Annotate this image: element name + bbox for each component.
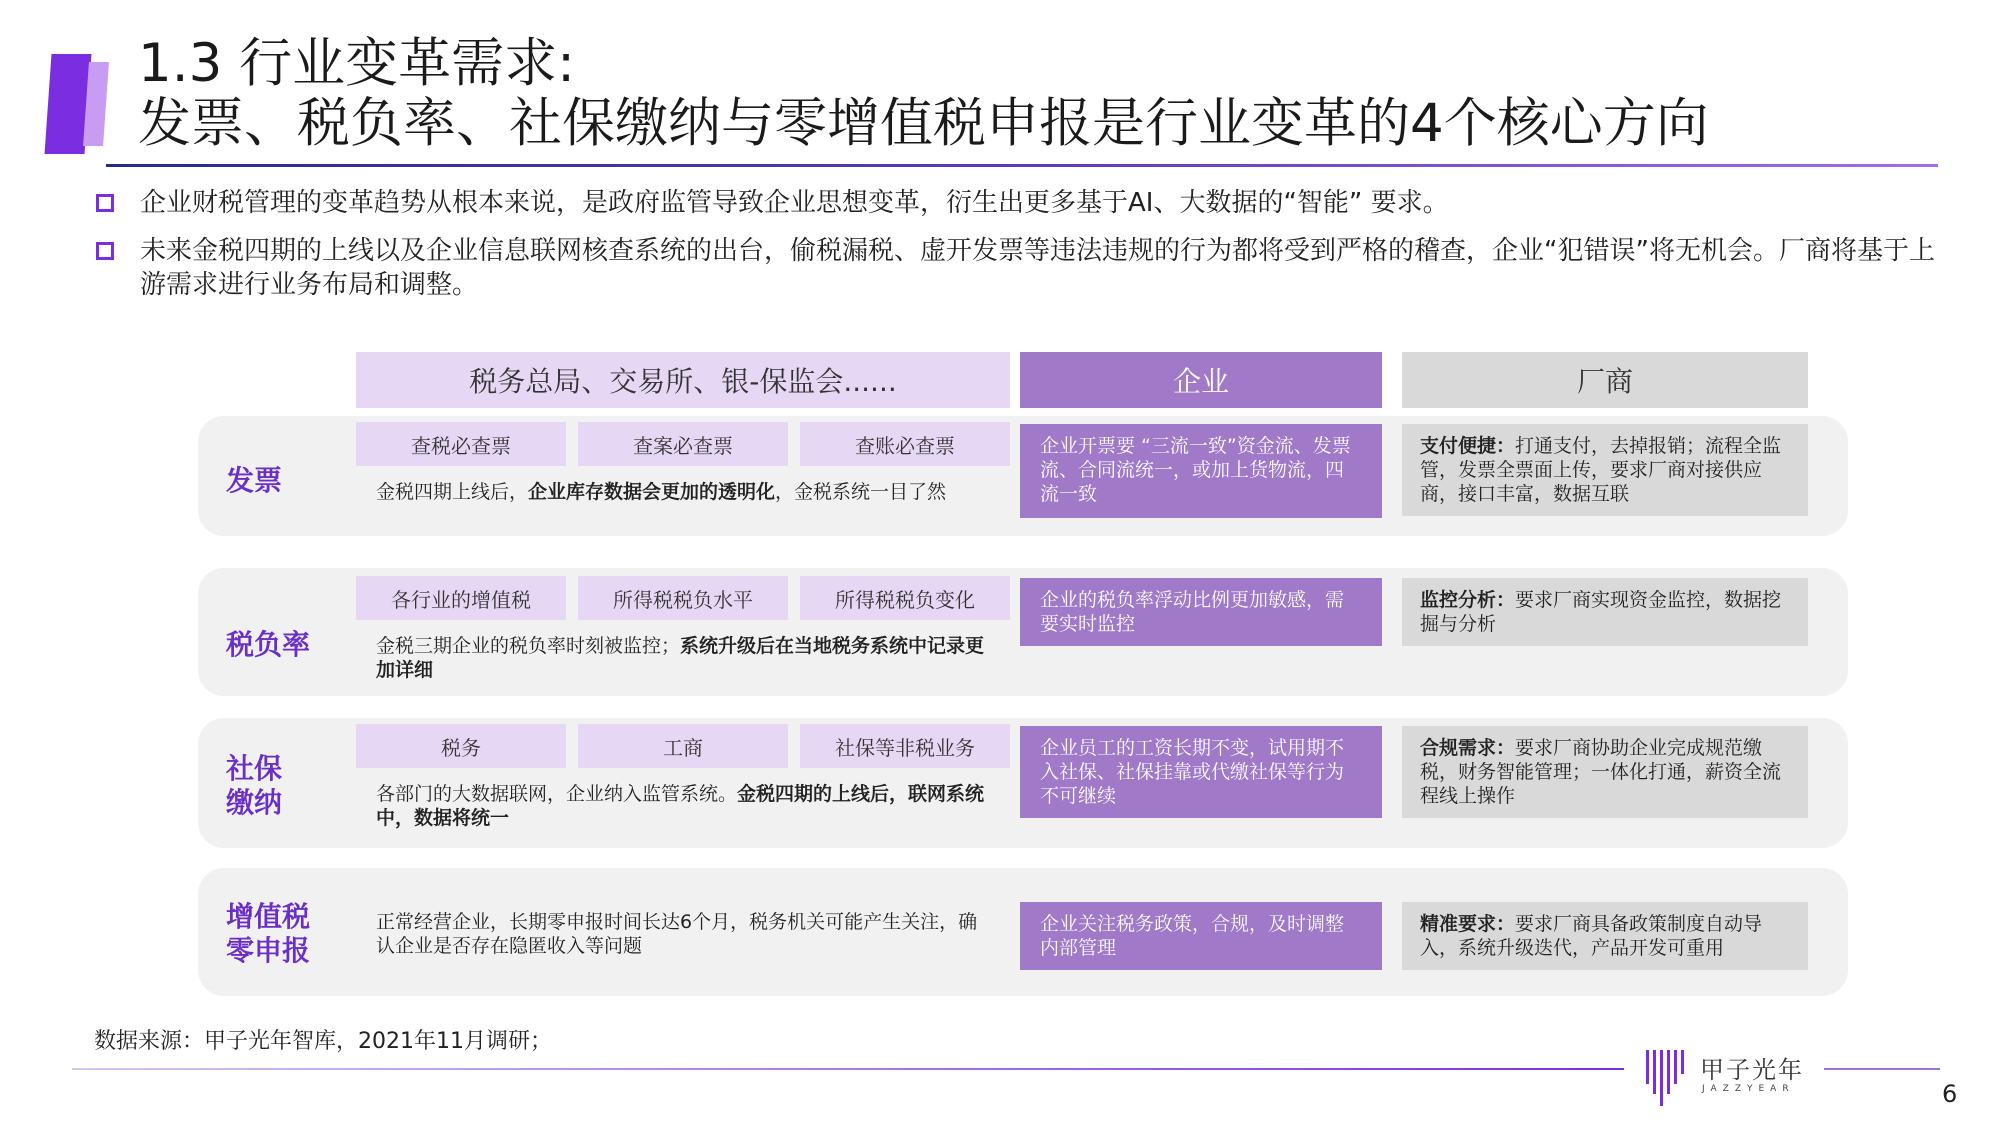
vendor-box	[1402, 726, 1808, 818]
data-source: 数据来源：甲子光年智库，2021年11月调研；	[94, 1029, 552, 1054]
vendor-label: 合规需求：	[1420, 737, 1516, 759]
square-bullet-icon	[96, 242, 114, 260]
gov-text-normal: ，金税系统一目了然	[775, 481, 947, 503]
logo-name: 甲子光年	[1700, 1056, 1804, 1084]
footer-divider	[72, 1068, 1624, 1070]
gov-description	[376, 782, 996, 830]
gov-text-bold: 系统升级后在当地税务系统中记录更加详细	[376, 635, 985, 681]
row-label-line: 增值税	[226, 900, 311, 933]
vendor-text: 要求厂商协助企业完成规范缴税，财务智能管理；一体化打通，薪资全流程线上操作	[1420, 737, 1782, 807]
logo-bars-icon	[1644, 1044, 1688, 1106]
page-title-line2: 发票、税负率、社保缴纳与零增值税申报是行业变革的4个核心方向	[138, 93, 1709, 154]
tag: 查账必查票	[800, 422, 1010, 466]
gov-description	[376, 480, 996, 504]
tag: 查案必查票	[578, 422, 788, 466]
vendor-box	[1402, 578, 1808, 646]
gov-text-normal: 金税三期企业的税负率时刻被监控；	[376, 635, 681, 657]
row-label-social-security	[226, 752, 282, 820]
tag: 各行业的增值税	[356, 576, 566, 620]
row-label-line: 零申报	[226, 934, 311, 967]
tag: 查税必查票	[356, 422, 566, 466]
footer-logo	[1644, 1040, 1816, 1110]
bullet-item	[96, 234, 1956, 302]
row-label-invoice: 发票	[226, 464, 283, 497]
bullet-text: 企业财税管理的变革趋势从根本来说，是政府监管导致企业思想变革，衍生出更多基于AI、大数据的“智能” 要求。	[140, 188, 1449, 218]
header-government: 税务总局、交易所、银-保监会......	[356, 352, 1010, 408]
vendor-text: 要求厂商具备政策制度自动导入，系统升级迭代，产品开发可重用	[1420, 913, 1763, 959]
gov-description	[376, 634, 996, 682]
row-label-vat-zero-filing	[226, 900, 310, 968]
vendor-text: 要求厂商实现资金监控，数据挖掘与分析	[1420, 589, 1782, 635]
vendor-label: 监控分析：	[1420, 589, 1516, 611]
bullet-item	[96, 186, 1956, 220]
row-label-tax-burden: 税负率	[226, 628, 311, 661]
tag: 工商	[578, 724, 788, 768]
square-bullet-icon	[96, 194, 114, 212]
row-label-line: 社保	[226, 752, 283, 785]
vendor-label: 精准要求：	[1420, 913, 1516, 935]
row-label-line: 缴纳	[226, 786, 283, 819]
vendor-text: 打通支付，去掉报销；流程全监管，发票全票面上传，要求厂商对接供应商，接口丰富，数据互联	[1420, 435, 1782, 505]
tag: 社保等非税业务	[800, 724, 1010, 768]
enterprise-box: 企业关注税务政策，合规，及时调整内部管理	[1020, 902, 1382, 970]
page-title	[138, 34, 1709, 154]
bullet-text: 未来金税四期的上线以及企业信息联网核查系统的出台，偷税漏税、虚开发票等违法违规的行为都将受到严格的稽查，企业“犯错误”将无机会。厂商将基于上游需求进行业务布局和调整。	[140, 236, 1935, 300]
tag: 所得税税负水平	[578, 576, 788, 620]
tag: 税务	[356, 724, 566, 768]
gov-description: 正常经营企业，长期零申报时间长达6个月，税务机关可能产生关注，确认企业是否存在隐匿收入等问题	[376, 911, 978, 957]
page-number: 6	[1942, 1080, 1958, 1108]
title-divider	[106, 164, 1938, 167]
vendor-box	[1402, 424, 1808, 516]
enterprise-box: 企业员工的工资长期不变，试用期不入社保、社保挂靠或代缴社保等行为不可继续	[1020, 726, 1382, 818]
header-enterprise: 企业	[1020, 352, 1382, 408]
gov-text-normal: 各部门的大数据联网，企业纳入监管系统。	[376, 783, 738, 805]
vendor-label: 支付便捷：	[1420, 435, 1516, 457]
logo-subtitle: JAZZYEAR	[1702, 1084, 1795, 1094]
header-vendor: 厂商	[1402, 352, 1808, 408]
tag: 所得税税负变化	[800, 576, 1010, 620]
gov-text-normal: 金税四期上线后，	[376, 481, 529, 503]
gov-text-bold: 金税四期的上线后，联网系统中，数据将统一	[376, 783, 985, 829]
enterprise-box: 企业的税负率浮动比例更加敏感，需要实时监控	[1020, 578, 1382, 646]
intro-bullets	[96, 186, 1956, 316]
gov-text-bold: 企业库存数据会更加的透明化	[528, 481, 776, 503]
page-title-line1: 1.3 行业变革需求:	[138, 33, 575, 94]
enterprise-box: 企业开票要 “三流一致”资金流、发票流、合同流统一，或加上货物流，四流一致	[1020, 424, 1382, 518]
vendor-box	[1402, 902, 1808, 970]
footer-divider-right	[1824, 1068, 1940, 1070]
